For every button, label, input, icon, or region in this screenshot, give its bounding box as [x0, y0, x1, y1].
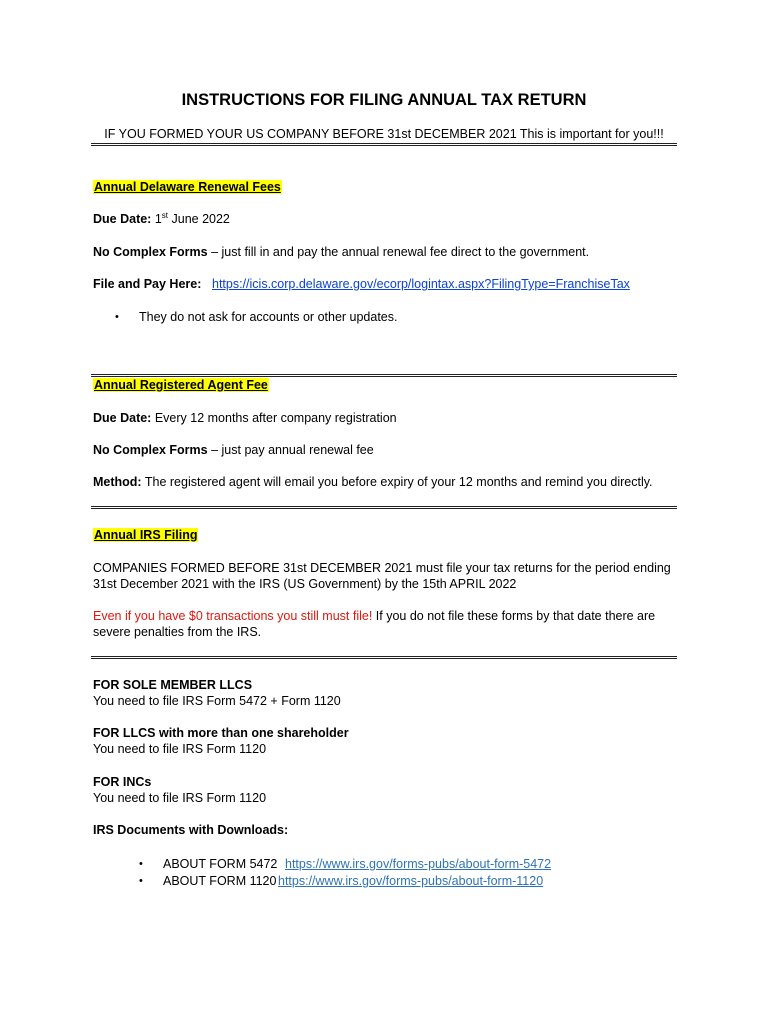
page-subtitle: IF YOU FORMED YOUR US COMPANY BEFORE 31st DECEMBER 2021 This is important for you!!!	[104, 127, 664, 141]
irs-heading: Annual IRS Filing	[94, 528, 198, 542]
section-divider	[91, 656, 677, 659]
agent-no-complex-forms: No Complex Forms – just pay annual renewal fee	[93, 443, 374, 457]
inc-text: You need to file IRS Form 1120	[93, 791, 267, 805]
irs-warning: Even if you have $0 transactions you still must file!	[93, 609, 373, 623]
delaware-filing-link[interactable]: https://icis.corp.delaware.gov/ecorp/logintax.aspx?FilingType=FranchiseTax	[212, 277, 630, 291]
irs-deadline-paragraph: COMPANIES FORMED BEFORE 31st DECEMBER 2021 must file your tax returns for the period ending 31st December 2021 with the IRS (US Government) by the 15th APRIL 2022	[93, 561, 671, 591]
sole-member-text: You need to file IRS Form 5472 + Form 1120	[93, 694, 341, 708]
delaware-file-and-pay: File and Pay Here:	[93, 277, 202, 291]
page-title: INSTRUCTIONS FOR FILING ANNUAL TAX RETURN	[181, 91, 587, 109]
delaware-due-date: Due Date: 1st June 2022	[93, 210, 230, 226]
download-link-form-5472[interactable]: https://www.irs.gov/forms-pubs/about-form-5472	[285, 857, 552, 871]
bullet-dot-icon: •	[139, 875, 143, 887]
download-link-form-1120[interactable]: https://www.irs.gov/forms-pubs/about-form-1120	[278, 874, 544, 888]
bullet-dot-icon: •	[115, 311, 119, 323]
sole-member-heading: FOR SOLE MEMBER LLCS	[93, 678, 253, 692]
section-divider	[91, 506, 677, 509]
section-divider	[91, 143, 677, 146]
agent-due-date: Due Date: Every 12 months after company registration	[93, 411, 397, 425]
download-item-label: ABOUT FORM 1120	[163, 874, 277, 888]
delaware-heading: Annual Delaware Renewal Fees	[94, 180, 281, 194]
delaware-no-complex-forms: No Complex Forms – just fill in and pay the annual renewal fee direct to the government.	[93, 245, 590, 259]
irs-penalty-paragraph: Even if you have $0 transactions you still must file! If you do not file these forms by that date there are severe penalties from the IRS.	[93, 609, 656, 639]
agent-heading: Annual Registered Agent Fee	[94, 378, 268, 392]
download-item-label: ABOUT FORM 5472	[163, 857, 278, 871]
agent-method: Method: The registered agent will email you before expiry of your 12 months and remind you directly.	[93, 475, 653, 489]
bullet-dot-icon: •	[139, 858, 143, 870]
inc-heading: FOR INCs	[93, 775, 152, 789]
multi-member-text: You need to file IRS Form 1120	[93, 742, 267, 756]
irs-docs-heading: IRS Documents with Downloads:	[93, 823, 289, 837]
delaware-bullet-text: They do not ask for accounts or other updates.	[139, 310, 398, 324]
multi-member-heading: FOR LLCS with more than one shareholder	[93, 726, 349, 740]
